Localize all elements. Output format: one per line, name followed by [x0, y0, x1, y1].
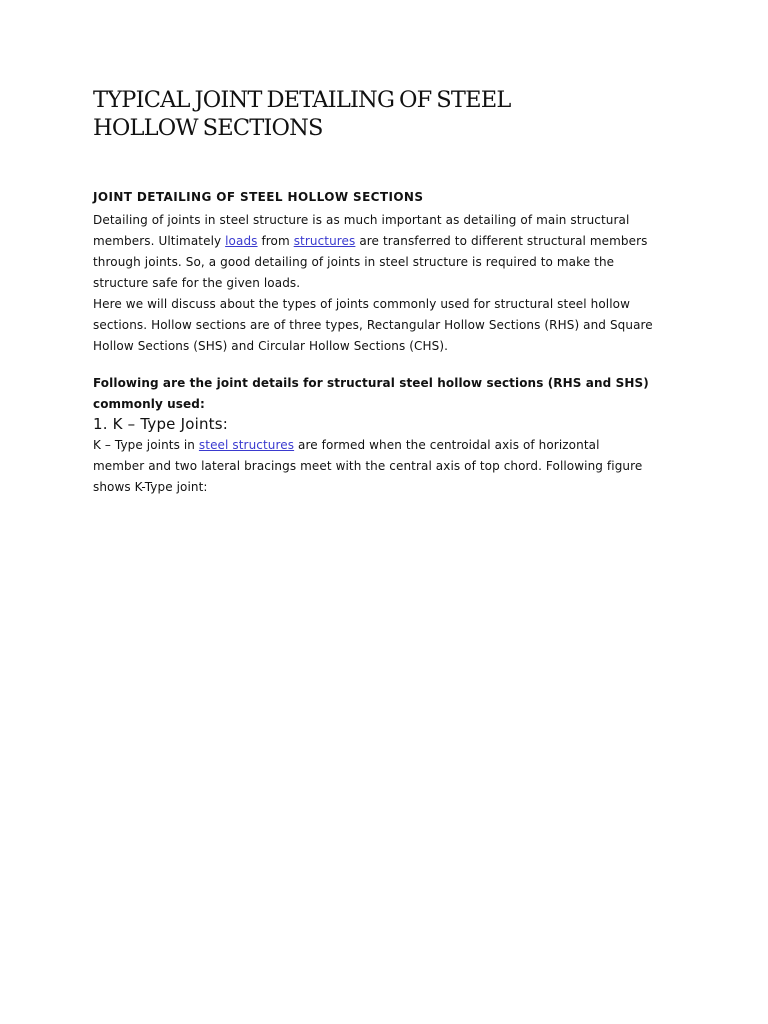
- k-type-paragraph: [93, 435, 653, 498]
- following-paragraph: Following are the joint details for structural steel hollow sections (RHS and SHS) commonly used:: [93, 376, 649, 411]
- intro-paragraph: [93, 210, 653, 294]
- page-title-line-1: TYPICAL JOINT DETAILING OF STEEL: [93, 87, 511, 113]
- document-page: [93, 86, 653, 498]
- section-heading: JOINT DETAILING OF STEEL HOLLOW SECTIONS: [93, 190, 424, 204]
- intro-text-2: from: [257, 234, 294, 248]
- steel-structures-link[interactable]: steel structures: [198, 438, 295, 452]
- page-title: [93, 86, 653, 142]
- structures-link[interactable]: structures: [293, 234, 356, 248]
- k-type-heading: 1. K – Type Joints:: [93, 415, 228, 433]
- k-type-text-1: K – Type joints in: [93, 438, 199, 452]
- intro-text-3: are transferred to different structural members through joints. So, a good detailing of joints in steel structure is required to make the structure safe for the given loads.: [93, 234, 648, 290]
- intro-text-1: Detailing of joints in steel structure is as much important as detailing of main structural members. Ultimately: [93, 213, 630, 248]
- k-type-text-2: are formed when the centroidal axis of horizontal member and two lateral bracings meet with the central axis of top chord. Following figure shows K-Type joint:: [93, 438, 643, 494]
- loads-link[interactable]: loads: [225, 234, 258, 248]
- page-title-line-2: HOLLOW SECTIONS: [93, 115, 323, 141]
- types-paragraph: Here we will discuss about the types of joints commonly used for structural steel hollow sections. Hollow sections are of three types, Rectangular Hollow Sections (RHS) and Square Hollow Sections (SHS) and Circular Hollow Sections (CHS).: [93, 297, 653, 353]
